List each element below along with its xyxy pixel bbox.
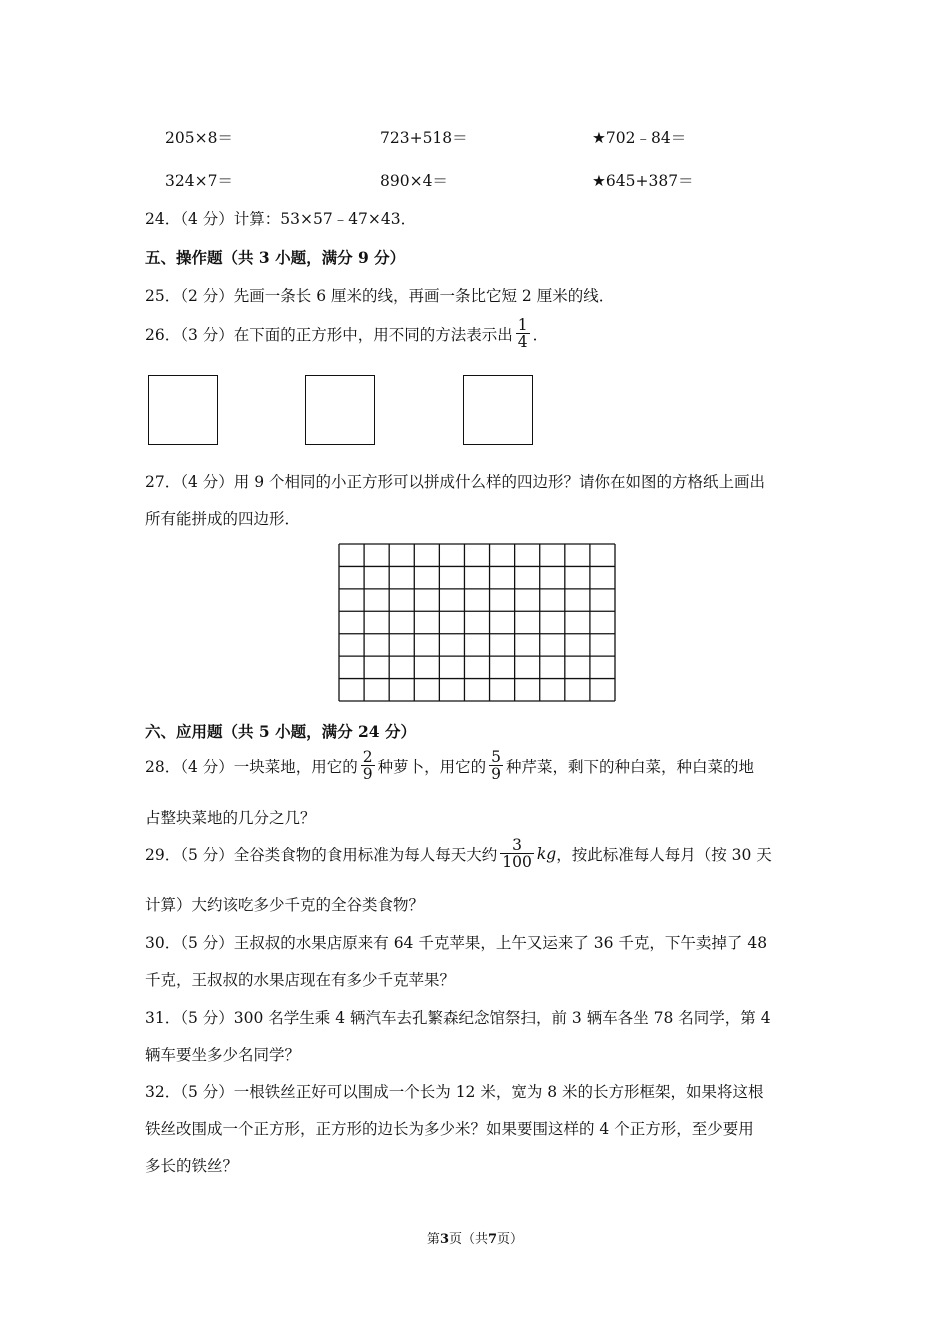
unit-kg: kg [536,844,557,863]
page-footer [0,1228,950,1247]
footer-suffix: 页） [497,1232,524,1247]
calc-2-3: ★645+387＝ [592,172,694,190]
question-30-line-1: 30．（5 分）王叔叔的水果店原来有 64 千克苹果，上午又运来了 36 千克，下午卖掉了 48 [145,934,768,952]
fraction-three-hundredths [500,837,534,871]
section-6-heading: 六、应用题（共 5 小题，满分 24 分） [145,722,416,741]
square-3 [463,375,533,445]
section-5-heading: 五、操作题（共 3 小题，满分 9 分） [145,248,406,267]
question-27-line-1: 27．（4 分）用 9 个相同的小正方形可以拼成什么样的四边形？请你在如图的方格纸上画出 [145,473,765,491]
fraction-five-ninths [489,749,503,783]
question-31-line-1: 31．（5 分）300 名学生乘 4 辆汽车去孔繁森纪念馆祭扫，前 3 辆车各坐 78 名同学，第 4 [145,1009,771,1027]
question-28-part-3: 种芹菜，剩下的种白菜，种白菜的地 [506,757,755,776]
question-24: 24．（4 分）计算：53×57﹣47×43． [145,210,417,228]
question-31-line-2: 辆车要坐多少名同学？ [145,1046,301,1064]
square-2 [305,375,375,445]
question-28-line-1 [145,749,754,783]
fraction-denominator: 9 [491,765,502,784]
question-27-line-2: 所有能拼成的四边形． [145,510,301,528]
page-total: 7 [488,1232,498,1247]
calc-2-1: 324×7＝ [165,172,233,190]
calc-1-3: ★702﹣84＝ [592,129,687,147]
grid-paper [338,543,616,702]
fraction-numerator: 3 [500,837,534,854]
fraction-denominator: 100 [502,853,532,872]
question-32-line-1: 32．（5 分）一根铁丝正好可以围成一个长为 12 米，宽为 8 米的长方形框架，如果将这根 [145,1083,764,1101]
question-29-line-1 [145,837,772,871]
footer-mid: 页（共 [448,1232,488,1247]
calc-1-2: 723+518＝ [380,129,468,147]
question-32-line-3: 多长的铁丝？ [145,1157,239,1175]
question-29-part-1: 29．（5 分）全谷类食物的食用标准为每人每天大约 [145,845,498,864]
fraction-numerator: 2 [362,748,373,766]
question-29-line-2: 计算）大约该吃多少千克的全谷类食物？ [145,896,425,914]
question-28-part-2: 种萝卜，用它的 [377,757,487,776]
fraction-numerator: 1 [517,316,528,334]
question-28-line-2: 占整块菜地的几分之几？ [145,809,316,827]
question-26 [145,317,548,351]
fraction-two-ninths [361,749,375,783]
fraction-denominator: 9 [362,765,373,784]
calc-1-1: 205×8＝ [165,129,233,147]
fraction-one-quarter [516,317,530,351]
question-29-part-2: ，按此标准每人每月（按 30 天 [556,845,772,864]
question-30-line-2: 千克，王叔叔的水果店现在有多少千克苹果？ [145,971,456,989]
fraction-numerator: 5 [491,748,502,766]
question-28-part-1: 28．（4 分）一块菜地，用它的 [145,757,358,776]
calc-2-2: 890×4＝ [380,172,448,190]
fraction-denominator: 4 [517,333,528,352]
page-number: 3 [439,1232,449,1247]
footer-prefix: 第 [426,1232,440,1247]
question-26-text: 26．（3 分）在下面的正方形中，用不同的方法表示出 [145,325,513,344]
question-26-tail: ． [532,325,549,344]
question-25: 25．（2 分）先画一条长 6 厘米的线，再画一条比它短 2 厘米的线． [145,287,615,305]
question-32-line-2: 铁丝改围成一个正方形，正方形的边长为多少米？如果要围这样的 4 个正方形，至少要用 [145,1120,754,1138]
square-1 [148,375,218,445]
